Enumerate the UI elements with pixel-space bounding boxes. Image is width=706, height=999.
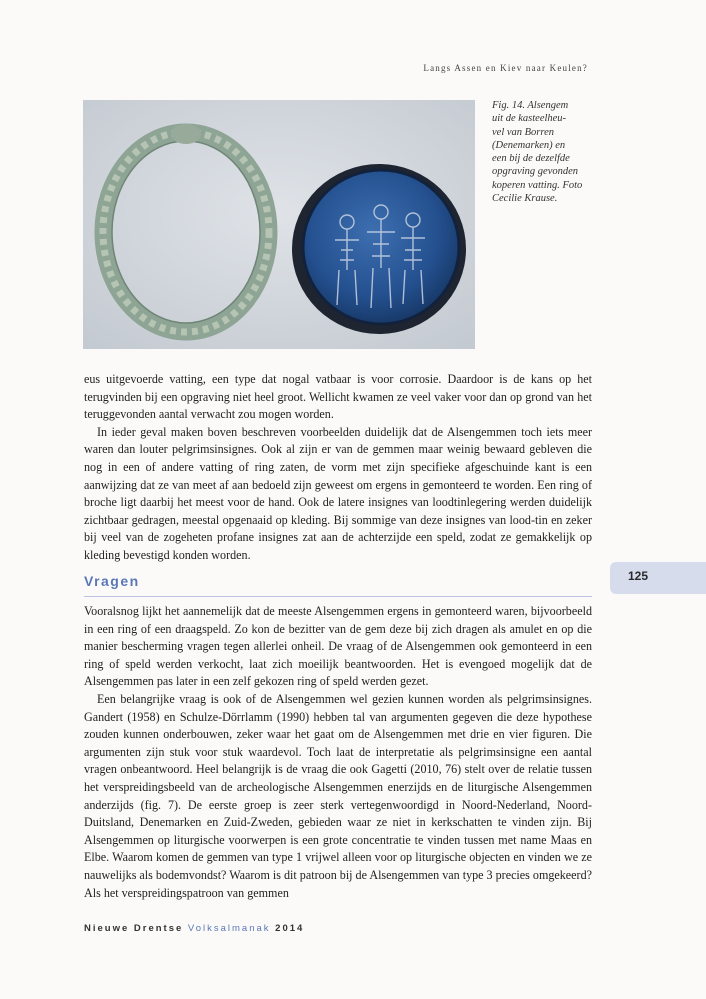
- section-heading: Vragen: [84, 573, 140, 589]
- section-body-2: [84, 603, 592, 902]
- paragraph: Vooralsnog lijkt het aannemelijk dat de meeste Alsengemmen ergens in gemonteerd waren, bijvoorbeeld in een ring of een draagspeld. Zo kon de bezitter van de gem deze bij zich dragen als amulet en op die manier bescherming vragen tegen allerlei onheil. De vraag of de Alsengemmen ook gemonteerd in een ring of speld werden verkocht, laat zich moeilijk beantwoorden. Het is evengoed mogelijk dat de Alsengemmen pas later in een zelf gekozen ring of speld werden gezet.: [84, 604, 592, 689]
- caption-line: Cecilie Krause.: [492, 193, 558, 205]
- caption-line: opgraving gevonden: [492, 166, 579, 178]
- footer-accent: Volksalmanak: [187, 923, 271, 934]
- paragraph: eus uitgevoerde vatting, een type dat nogal vatbaar is voor corrosie. Daardoor is de kans op het terugvinden bij een opgraving niet heel groot. Wellicht kwamen ze veel vaker voor dan op grond van het teruggevonden aantal verwacht zou mogen worden.: [84, 372, 592, 422]
- footer: [84, 923, 304, 934]
- caption-line: (Denemarken) en: [492, 139, 566, 151]
- caption-line: uit de kasteelheu-: [492, 113, 567, 125]
- paragraph: Een belangrijke vraag is ook of de Alsengemmen wel gezien kunnen worden als pelgrimsinsignes. Gandert (1958) en Schulze-Dörrlamm (1990) hebben tal van argumenten gegeven die deze hypothese zouden kunnen onderbouwen, zeker waar het gaat om de Alsengemmen met drie en vier figuren. Die argumenten zijn stuk voor stuk waardevol. Toch laat de interpretatie als pelgrimsinsigne een aantal vragen onbeantwoord. Heel belangrijk is de vraag die ook Gagetti (2010, 76) stelt over de relatie tussen het verspreidingsbeeld van de archeologische Alsengemmen enerzijds en de liturgische Alsengemmen anderzijds (fig. 7). De eerste groep is zeer sterk vertegenwoordigd in Noord-Nederland, Noord-Duitsland, Denemarken en Zuid-Zweden, gebieden waar ze niet in kerkschatten te vinden zijn. Bij Alsengemmen op liturgische voorwerpen is een grote concentratie te vinden tussen met name Maas en Elbe. Waarom komen de gemmen van type 1 vrijwel alleen voor op liturgische objecten en vinden we ze nauwelijks als bodemvondst? Waarom is dit patroon bij de Alsengemmen van type 3 precies omgekeerd? Als het verspreidingspatroon van gemmen: [84, 691, 592, 900]
- figure-photo: [83, 100, 475, 349]
- caption-line: vel van Borren: [492, 126, 555, 138]
- caption-line: Fig. 14. Alsengem: [492, 100, 569, 111]
- section-body-1: [84, 371, 592, 565]
- page-number-tab: [610, 562, 706, 594]
- paragraph: In ieder geval maken boven beschreven voorbeelden duidelijk dat de Alsengemmen toch iets meer waren dan louter pelgrimsinsignes. Ook al zijn er van de gemmen maar weinig bewaard gebleven die nog in een of andere vatting of ring zaten, de vorm met zijn specifieke afgeschuinde kant is een aanwijzing dat ze van meet af aan bedoeld zijn geweest om ergens in gemonteerd te worden. Een ring of broche ligt daarbij het meest voor de hand. Ook de latere insignes van loodtinlegering werden duidelijk zichtbaar gedragen, meestal opgenaaid op kleding. Bij sommige van deze insignes van lood-tin en zeker bij veel van de zogeheten profane insignes zat aan de achterzijde een speld, zodat ze gemakkelijk op kleding bevestigd konden worden.: [84, 424, 592, 562]
- figure-caption: [492, 99, 589, 205]
- running-head: Langs Assen en Kiev naar Keulen?: [423, 63, 588, 73]
- caption-line: een bij de dezelfde: [492, 153, 570, 165]
- page-number: 125: [628, 569, 649, 583]
- footer-publication: Nieuwe Drentse: [84, 923, 188, 934]
- caption-line: koperen vatting. Foto: [492, 179, 583, 191]
- gem-image: [292, 164, 466, 334]
- footer-year: 2014: [270, 923, 305, 934]
- heading-divider: [84, 596, 592, 597]
